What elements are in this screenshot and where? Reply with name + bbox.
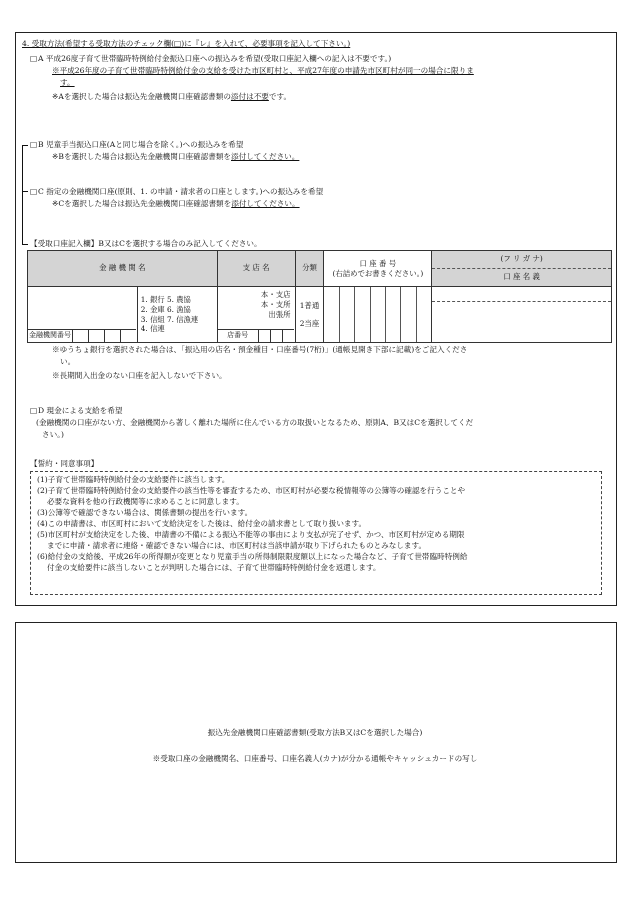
bracket-tick-c [22, 191, 28, 192]
option-d-title: D 現金による支給を希望 [38, 406, 123, 415]
option-a-note1b: す。 [60, 78, 75, 87]
option-a-title: A 平成26度子育て世帯臨時特例給付金振込口座への振込みを希望(受取口座記入欄への記入は不要です。) [38, 54, 392, 63]
pledge-box [30, 471, 602, 595]
branch-cell[interactable]: 本・支店 本・支所 出張所 店番号 [217, 287, 295, 343]
attachment-box [15, 622, 617, 863]
long-term-note: ※長期間入出金のない口座を記入しないで下さい。 [52, 371, 227, 380]
option-d-checkbox[interactable]: □ [30, 406, 38, 415]
branch-code-label: 店番号 [218, 330, 259, 342]
option-b-note: ※Bを選択した場合は振込先金融機関口座確認書類を添付してください。 [52, 152, 300, 161]
account-number-cell[interactable] [324, 287, 432, 343]
col-holder-header: (フ リ ガ ナ) 口 座 名 義 [432, 251, 612, 287]
pledge-item: (3)公簿等で確認できない場合は、関係書類の提出を行います。 [37, 508, 253, 517]
pledge-item: 付金の支給要件に該当しないことが判明した場合には、子育て世帯臨時特例給付金を返還します。 [37, 563, 381, 572]
yucho-note-2: い。 [60, 357, 76, 366]
attachment-title: 振込先金融機関口座確認書類(受取方法B又はCを選択した場合) [207, 728, 423, 737]
option-a-note2: ※Aを選択した場合は振込先金融機関口座確認書類の添付は不要です。 [52, 92, 292, 101]
pledge-item: (1)子育て世帯臨時特例給付金の支給要件に該当します。 [37, 475, 230, 484]
option-c-note: ※Cを選択した場合は振込先金融機関口座確認書類を添付してください。 [52, 199, 300, 208]
option-b-title: B 児童手当振込口座(Aと同じ場合を除く。)への振込みを希望 [38, 140, 244, 149]
bracket-tick-b [22, 145, 28, 146]
pledge-label: 【誓約・同意事項】 [30, 459, 99, 468]
account-label: 【受取口座記入欄】B又はCを選択する場合のみ記入してください。 [30, 239, 262, 248]
attachment-note: ※受取口座の金融機関名、口座番号、口座名義人(カナ)が分かる通帳やキャッシュカードの写し [152, 754, 478, 763]
bank-code-label: 金融機関番号 [28, 330, 73, 342]
col-bank-header: 金 融 機 関 名 [28, 251, 218, 287]
option-b-checkbox[interactable]: □ [30, 140, 38, 149]
bracket-tick-bottom [22, 244, 28, 245]
option-c-title: C 指定の金融機関口座(原則、1. の申請・請求者の口座とします。)への振込みを希望 [38, 187, 324, 196]
option-c-checkbox[interactable]: □ [30, 187, 38, 196]
col-branch-header: 支 店 名 [217, 251, 295, 287]
account-type-cell[interactable]: 1普通 2当座 [295, 287, 324, 343]
account-table [27, 250, 612, 343]
pledge-item: (2)子育て世帯臨時特例給付金の支給要件の該当性等を審査するため、市区町村が必要な税情報等の公簿等の確認を行うことや [37, 486, 466, 495]
yucho-note-1: ※ゆうちょ銀行を選択された場合は、「振込用の店名・預金種目・口座番号(7桁)」(通帳見開き下部に記載)をご記入くださ [52, 345, 468, 354]
option-a-note1: ※平成26年度の子育て世帯臨時特例給付金の支給を受けた市区町村と、平成27年度の申請先市区町村が同一の場合に限りま [52, 66, 474, 75]
col-type-header: 分類 [295, 251, 324, 287]
pledge-item: (5)市区町村が支給決定をした後、申請書の不備による振込不能等の事由により支払が完了せず、かつ、市区町村が定める期限 [37, 530, 465, 539]
col-number-header: 口 座 番 号 (右詰めでお書きください。) [324, 251, 432, 287]
pledge-item: までに申請・請求者に連絡・確認できない場合には、市区町村は当該申請が取り下げられたものとみなします。 [37, 541, 427, 550]
pledge-item: (6)給付金の支給後、平成26年の所得額が変更となり児童手当の所得制限限度額以上になった場合など、子育て世帯臨時特例給 [37, 552, 468, 561]
option-a-checkbox[interactable]: □ [30, 54, 38, 63]
account-holder-cell[interactable] [432, 287, 612, 343]
bracket-line [22, 145, 23, 245]
pledge-item: (4)この申請書は、市区町村において支給決定をした後は、給付金の請求書として取り扱います。 [37, 519, 367, 528]
pledge-item: 必要な資料を他の行政機関等に求めることに同意します。 [37, 497, 244, 506]
bank-type-cell: 1. 銀行 5. 農協 2. 金庫 6. 漁協 3. 信組 7. 信漁連 4. 信連 [137, 287, 217, 343]
section4-heading: 4. 受取方法(希望する受取方法のチェック欄(□)に『レ』を入れて、必要事項を記入して下さい。) [22, 39, 351, 48]
bank-name-cell[interactable] [28, 287, 138, 343]
option-d-note1: (金融機関の口座がない方、金融機関から著しく離れた場所に住んでいる方の取扱いとなるため、原則A、B又はCを選択してくだ [36, 418, 474, 427]
option-d-note2: さい。) [42, 430, 64, 439]
